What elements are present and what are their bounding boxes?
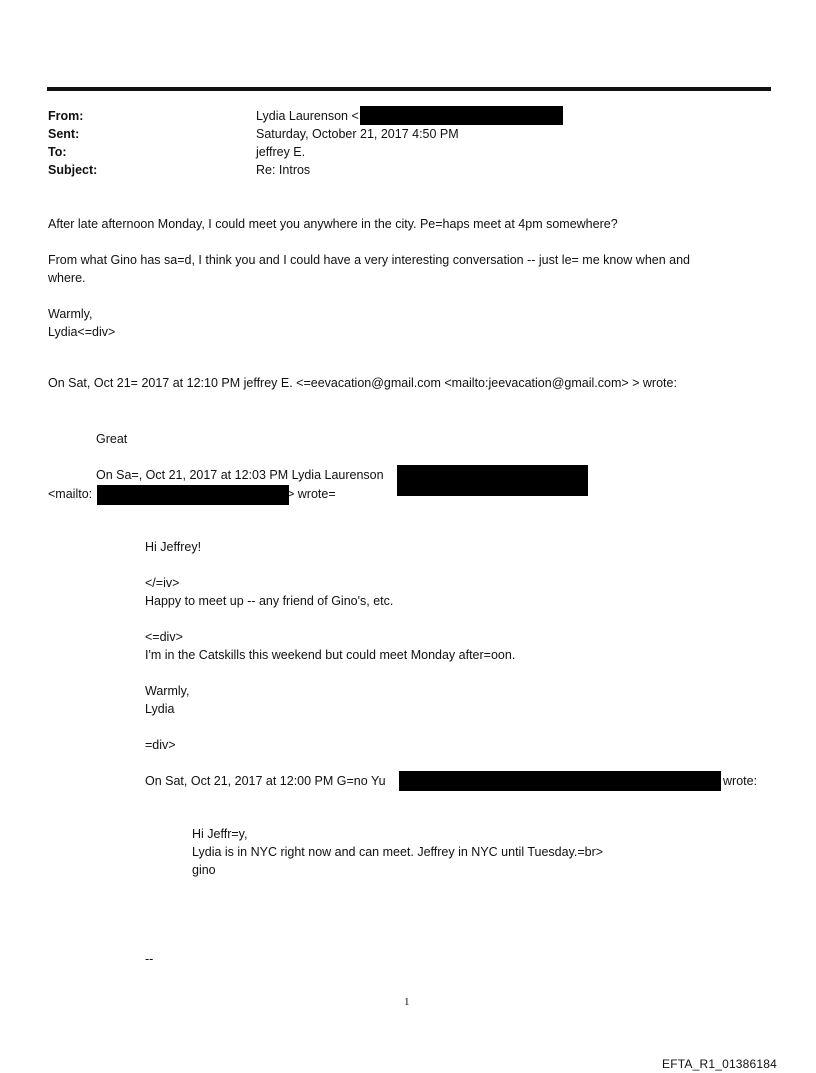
header-rule	[47, 87, 771, 91]
quote-2-tag-3: =div>	[145, 738, 176, 752]
quote-3-header: On Sat, Oct 21, 2017 at 12:00 PM G=no Yu	[145, 774, 386, 788]
body-paragraph-1: After late afternoon Monday, I could meet you anywhere in the city. Pe=haps meet at 4pm somewhere?	[48, 217, 618, 231]
closing: Warmly,	[48, 307, 93, 321]
quote-3-wrote: wrote:	[723, 774, 758, 788]
quote-2-line-1: Happy to meet up -- any friend of Gino's, etc.	[145, 594, 394, 608]
from-value: Lydia Laurenson <	[256, 109, 359, 123]
quote-3-line-1: Lydia is in NYC right now and can meet. Jeffrey in NYC until Tuesday.=br>	[192, 845, 604, 859]
quote-2-line-2: I'm in the Catskills this weekend but could meet Monday after=oon.	[145, 648, 516, 662]
quote-2-greeting: Hi Jeffrey!	[145, 540, 202, 554]
body-paragraph-2-line-1: From what Gino has sa=d, I think you and I could have a very interesting conversation -- just le= me know when and	[48, 253, 691, 267]
subject-value: Re: Intros	[256, 163, 311, 177]
sent-label: Sent:	[48, 127, 80, 141]
quote-3-signoff: gino	[192, 863, 216, 877]
body-paragraph-2-line-2: where.	[48, 271, 86, 285]
quote-1-header: On Sat, Oct 21= 2017 at 12:10 PM jeffrey E. <=eevacation@gmail.com <mailto:jeevacation@gmail.com> > wrote:	[48, 376, 677, 390]
subject-label: Subject:	[48, 163, 98, 177]
redaction-quote-3-email	[399, 771, 721, 791]
to-value: jeffrey E.	[256, 145, 306, 159]
quote-2-tag-2: <=div>	[145, 630, 183, 644]
quote-2-mailto: <mailto:	[48, 487, 93, 501]
document-id: EFTA_R1_01386184	[662, 1057, 778, 1071]
signature: Lydia<=div>	[48, 325, 116, 339]
sent-value: Saturday, October 21, 2017 4:50 PM	[256, 127, 459, 141]
to-label: To:	[48, 145, 67, 159]
page-number: 1	[404, 996, 410, 1008]
redaction-from-email	[360, 106, 563, 125]
quote-1-text: Great	[96, 432, 128, 446]
redaction-quote-2-email	[397, 465, 588, 496]
quote-2-header: On Sa=, Oct 21, 2017 at 12:03 PM Lydia Laurenson	[96, 468, 384, 482]
quote-2-signature: Lydia	[145, 702, 175, 716]
quote-2-tag-1: </=iv>	[145, 576, 180, 590]
from-label: From:	[48, 109, 84, 123]
quote-2-closing: Warmly,	[145, 684, 190, 698]
quote-2-wrote: > wrote=	[287, 487, 336, 501]
redaction-quote-2-mailto	[97, 485, 289, 505]
signature-separator: --	[145, 952, 154, 966]
quote-3-greeting: Hi Jeffr=y,	[192, 827, 248, 841]
